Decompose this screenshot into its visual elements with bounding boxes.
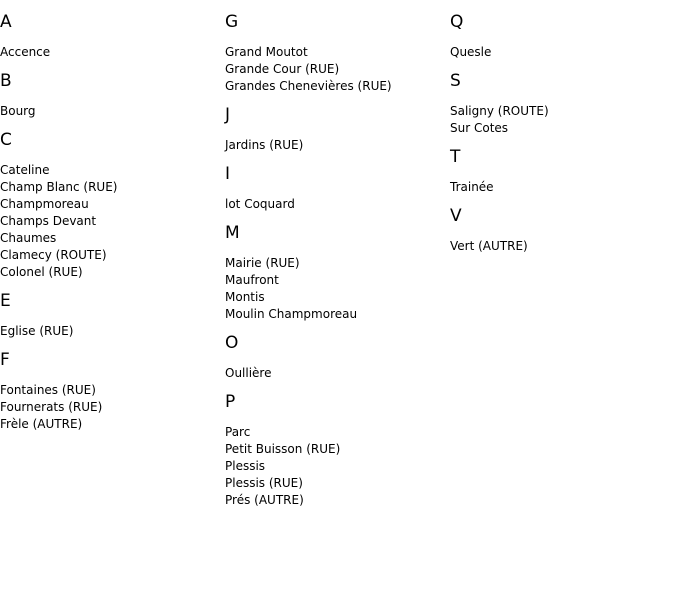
street-link[interactable]: Sur Cotes [450, 121, 509, 135]
street-link[interactable]: Montis [225, 290, 265, 304]
street-link[interactable]: Accence [0, 45, 51, 59]
street-link[interactable]: Chaumes [0, 231, 57, 245]
street-link[interactable]: Grandes Chenevières (RUE) [225, 79, 392, 93]
letter-group [450, 69, 675, 137]
letter-group [225, 162, 450, 213]
street-link[interactable]: lot Coquard [225, 197, 295, 211]
street-link[interactable]: Saligny (ROUTE) [450, 104, 549, 118]
letter-heading: T [450, 147, 461, 167]
street-link[interactable]: Maufront [225, 273, 279, 287]
street-link[interactable]: Trainée [450, 180, 494, 194]
letter-heading: S [450, 71, 461, 91]
street-link[interactable]: Parc [225, 425, 251, 439]
street-link[interactable]: Plessis (RUE) [225, 476, 303, 490]
letter-group [0, 10, 225, 61]
street-link[interactable]: Plessis [225, 459, 266, 473]
street-link[interactable]: Mairie (RUE) [225, 256, 300, 270]
letter-group [0, 69, 225, 120]
street-link[interactable]: Grande Cour (RUE) [225, 62, 340, 76]
street-link[interactable]: Petit Buisson (RUE) [225, 442, 341, 456]
street-link[interactable]: Fontaines (RUE) [0, 383, 96, 397]
street-link[interactable]: Colonel (RUE) [0, 265, 83, 279]
letter-group [450, 204, 675, 255]
street-link[interactable]: Moulin Champmoreau [225, 307, 358, 321]
letter-heading: P [225, 392, 236, 412]
letter-heading: A [0, 12, 12, 32]
letter-group [225, 103, 450, 154]
letter-heading: C [0, 130, 12, 150]
letter-group [225, 221, 450, 323]
street-link[interactable]: Champ Blanc (RUE) [0, 180, 118, 194]
street-link[interactable]: Prés (AUTRE) [225, 493, 304, 507]
index-column [450, 10, 675, 263]
letter-heading: B [0, 71, 12, 91]
street-link[interactable]: Vert (AUTRE) [450, 239, 528, 253]
letter-heading: F [0, 350, 10, 370]
index-column [0, 10, 225, 441]
street-link[interactable]: Champs Devant [0, 214, 97, 228]
street-link[interactable]: Clamecy (ROUTE) [0, 248, 107, 262]
letter-heading: I [225, 164, 231, 184]
street-link[interactable]: Champmoreau [0, 197, 89, 211]
letter-group [0, 128, 225, 281]
letter-heading: E [0, 291, 11, 311]
street-link[interactable]: Cateline [0, 163, 50, 177]
letter-group [225, 10, 450, 95]
letter-group [225, 331, 450, 382]
street-link[interactable]: Fournerats (RUE) [0, 400, 103, 414]
letter-group [0, 348, 225, 433]
letter-heading: M [225, 223, 240, 243]
index-column [225, 10, 450, 517]
street-link[interactable]: Grand Moutot [225, 45, 308, 59]
street-link[interactable]: Quesle [450, 45, 492, 59]
street-link[interactable]: Frèle (AUTRE) [0, 417, 83, 431]
letter-heading: J [225, 105, 231, 125]
street-link[interactable]: Oullière [225, 366, 272, 380]
letter-group [225, 390, 450, 509]
street-link[interactable]: Eglise (RUE) [0, 324, 74, 338]
letter-group [450, 10, 675, 61]
letter-group [450, 145, 675, 196]
letter-heading: Q [450, 12, 464, 32]
street-link[interactable]: Jardins (RUE) [225, 138, 304, 152]
letter-heading: V [450, 206, 462, 226]
street-link[interactable]: Bourg [0, 104, 36, 118]
letter-group [0, 289, 225, 340]
letter-heading: G [225, 12, 239, 32]
letter-heading: O [225, 333, 239, 353]
